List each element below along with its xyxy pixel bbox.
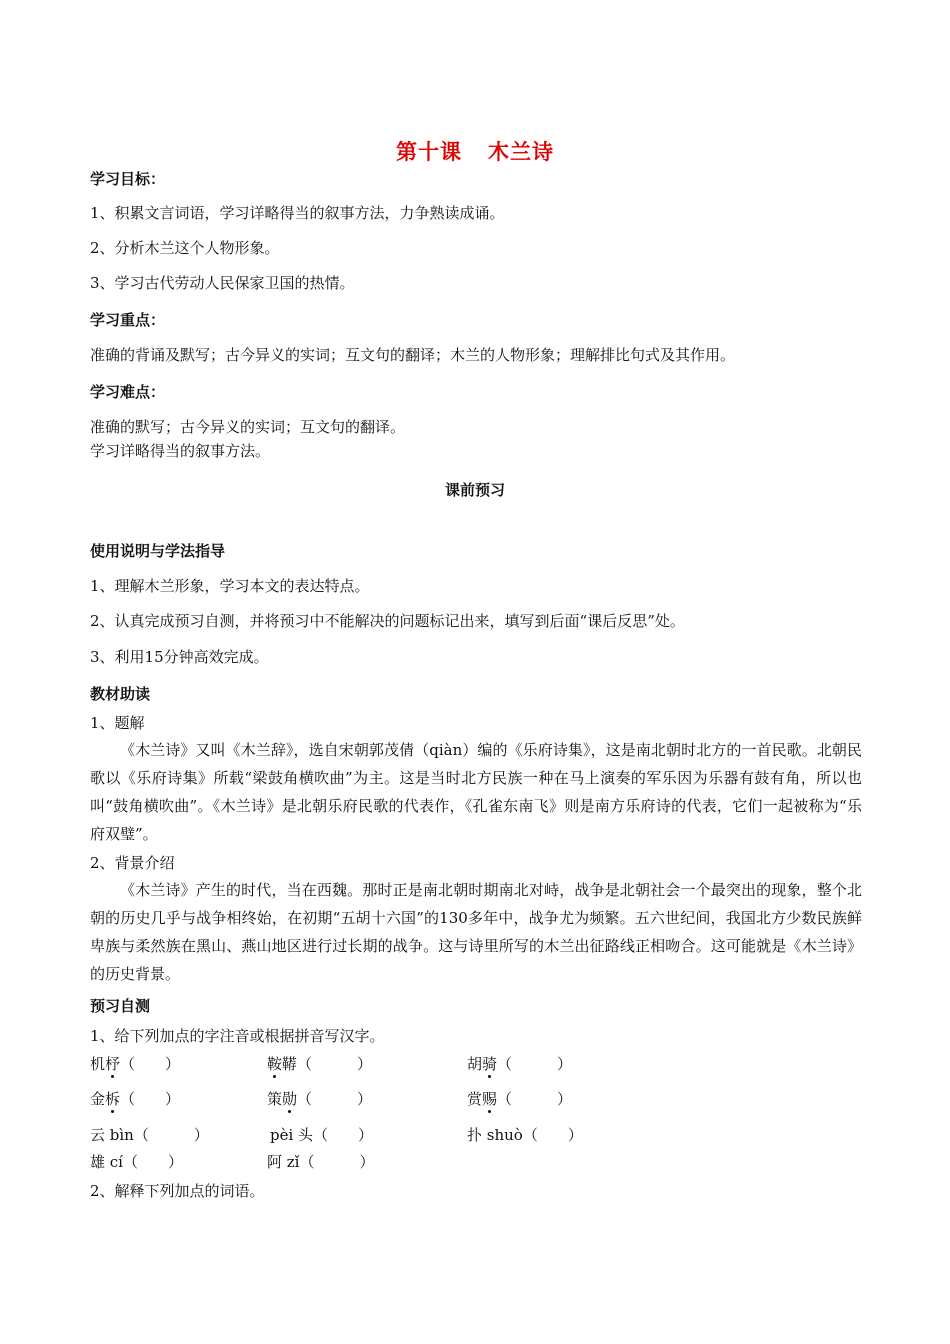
difficulties-line: 学习详略得当的叙事方法。 bbox=[90, 442, 271, 460]
lesson-number: 第十课 bbox=[396, 140, 462, 164]
phonetic-item: 胡骑（ ） bbox=[467, 1055, 573, 1073]
key-points-heading: 学习重点： bbox=[90, 311, 166, 329]
self-test-question: 1、给下列加点的字注音或根据拼音写汉字。 bbox=[90, 1027, 385, 1045]
usage-item: 2、认真完成预习自测，并将预习中不能解决的问题标记出来，填写到后面“课后反思”处。 bbox=[90, 612, 685, 630]
pinyin-item: 雄 cí（ ） bbox=[90, 1153, 183, 1171]
lesson-title bbox=[0, 136, 950, 166]
pinyin-item: 云 bìn（ ） bbox=[90, 1126, 209, 1144]
pinyin-item: pèi 头（ ） bbox=[270, 1126, 374, 1144]
textbook-paragraph: 《木兰诗》产生的时代，当在西魏。那时正是南北朝时期南北对峙，战争是北朝社会一个最突出的现象，整个北朝的历史几乎与战争相终始，在初期“五胡十六国”的130多年中，战争尤为频繁。五六世纪间，我国北方少数民族鲜卑族与柔然族在黑山、燕山地区进行过长期的战争。这与诗里所写的木兰出征路线正相吻合。这可能就是《木兰诗》的历史背景。 bbox=[90, 881, 862, 983]
pinyin-item: 阿 zǐ（ ） bbox=[267, 1153, 375, 1171]
lesson-name: 木兰诗 bbox=[488, 140, 554, 164]
goal-item: 3、学习古代劳动人民保家卫国的热情。 bbox=[90, 274, 355, 292]
phonetic-item: 赏赐（ ） bbox=[467, 1090, 573, 1108]
textbook-sub-title: 2、背景介绍 bbox=[90, 854, 175, 872]
usage-heading: 使用说明与学法指导 bbox=[90, 542, 226, 560]
difficulties-heading: 学习难点： bbox=[90, 383, 166, 401]
goal-item: 1、积累文言词语，学习详略得当的叙事方法，力争熟读成诵。 bbox=[90, 204, 505, 222]
phonetic-item: 策勋（ ） bbox=[267, 1090, 373, 1108]
pinyin-item: 扑 shuò（ ） bbox=[467, 1126, 583, 1144]
phonetic-item: 鞍鞯（ ） bbox=[267, 1055, 373, 1073]
usage-item: 1、理解木兰形象，学习本文的表达特点。 bbox=[90, 577, 370, 595]
textbook-heading: 教材助读 bbox=[90, 685, 151, 703]
goals-heading: 学习目标： bbox=[90, 170, 166, 188]
textbook-paragraph: 《木兰诗》又叫《木兰辞》，选自宋朝郭茂倩（qiàn）编的《乐府诗集》，这是南北朝时北方的一首民歌。北朝民歌以《乐府诗集》所载“梁鼓角横吹曲”为主。这是当时北方民族一种在马上演奏的军乐因为乐器有鼓有角，所以也叫“鼓角横吹曲”。《木兰诗》是北朝乐府民歌的代表作，《孔雀东南飞》则是南方乐府诗的代表，它们一起被称为“乐府双璧”。 bbox=[90, 741, 862, 843]
key-points-text: 准确的背诵及默写；古今异义的实词；互文句的翻译；木兰的人物形象；理解排比句式及其作用。 bbox=[90, 346, 736, 364]
self-test-heading: 预习自测 bbox=[90, 997, 151, 1015]
preview-heading: 课前预习 bbox=[444, 481, 505, 499]
textbook-sub-title: 1、题解 bbox=[90, 714, 145, 732]
usage-item: 3、利用15分钟高效完成。 bbox=[90, 648, 269, 666]
self-test-question: 2、解释下列加点的词语。 bbox=[90, 1182, 265, 1200]
phonetic-item: 机杼（ ） bbox=[90, 1055, 181, 1073]
difficulties-line: 准确的默写；古今异义的实词；互文句的翻译。 bbox=[90, 418, 406, 436]
phonetic-item: 金柝（ ） bbox=[90, 1090, 181, 1108]
goal-item: 2、分析木兰这个人物形象。 bbox=[90, 239, 280, 257]
